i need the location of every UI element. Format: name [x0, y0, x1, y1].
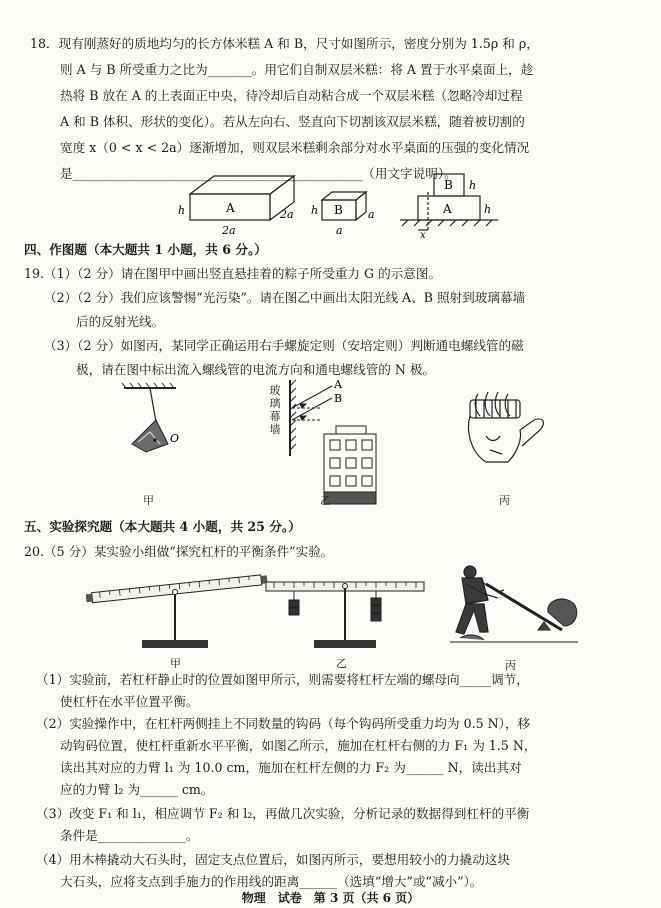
- q19-figure-jia-zongzi: [110, 382, 190, 462]
- stack-a-label: A: [443, 202, 452, 216]
- cake-a-h-label: h: [178, 204, 186, 217]
- page-footer: 物理 试卷 第 3 页（共 6 页）: [241, 891, 420, 905]
- cake-b-h-label: h: [311, 204, 319, 217]
- cake-b-label: B: [334, 203, 343, 217]
- q20-part1-line1: （1）实验前，若杠杆静止时的位置如图甲所示，则需要将杠杆左端的螺母向_____调节，: [36, 672, 529, 687]
- section-5-title: 五、实验探究题（本大题共 4 小题，共 25 分。）: [24, 519, 301, 534]
- q20-part2-line4: 应的力臂 l₂ 为______ cm。: [60, 782, 214, 797]
- q19-line5: 极，请在图中标出流入螺线管的电流方向和通电螺线管的 N 极。: [76, 362, 436, 377]
- q20-part4-line1: （4）用木棒撬动大石头时，固定支点位置后，如图丙所示，要想用较小的力撬动这块: [36, 852, 510, 867]
- cake-a-drawing: [190, 176, 294, 220]
- cake-b-a-bottom-label: a: [336, 224, 343, 237]
- q20-caption-jia: 甲: [170, 657, 181, 670]
- right-hooked-weights: [371, 591, 381, 621]
- q20-part3-line1: （3）改变 F₁ 和 l₁，相应调节 F₂ 和 l₂，再做几次实验，分析记录的数据得到杠杆的平衡: [36, 806, 530, 821]
- q19-figure-bing-solenoid-hand: [460, 390, 550, 476]
- stack-a-h-label: h: [484, 203, 492, 216]
- q18-line1: 18．现有刚蒸好的质地均匀的长方体米糕 A 和 B，尺寸如图所示，密度分别为 1.5ρ 和 ρ，: [30, 36, 539, 51]
- cake-b-drawing: [322, 192, 366, 220]
- q20-part4-line2: 大石头，应将支点到手施力的作用线的距离______（选填“增大”或“减小”）。: [60, 874, 483, 889]
- q20-part2-line2: 动钩码位置，使杠杆重新水平平衡，如图乙所示，施加在杠杆右侧的力 F₁ 为 1.5 N，: [60, 738, 537, 753]
- q18-line5: 宽度 x（0 < x < 2a）逐渐增加，则双层米糕剩余部分对水平桌面的压强的变化情况: [60, 140, 530, 155]
- glass-wall-char-1: 玻: [269, 384, 281, 397]
- q20-part2-line1: （2）实验操作中，在杠杆两侧挂上不同数量的钩码（每个钩码所受重力均为 0.5 N），移: [36, 716, 531, 731]
- q19-line2: （2）（2 分）我们应该警惕“光污染”。请在图乙中画出太阳光线 A、B 照射到玻璃幕墙: [44, 290, 526, 305]
- q20-caption-bing: 丙: [505, 659, 516, 672]
- glass-wall-char-3: 幕: [269, 410, 281, 423]
- cut-width-x-label: x: [420, 230, 426, 238]
- cake-a-2a-side-label: 2a: [280, 208, 294, 221]
- q18-line3: 热将 B 放在 A 的上表面正中央，待冷却后自动粘合成一个双层米糕（忽略冷却过程: [60, 88, 523, 103]
- q19-line1: 19.（1）（2 分）请在图甲中画出竖直悬挂着的粽子所受重力 G 的示意图。: [24, 266, 442, 281]
- q19-caption-yi: 乙: [320, 494, 331, 507]
- center-o-label: O: [170, 432, 180, 445]
- cake-b-a-side-label: a: [368, 208, 375, 221]
- q18-figure-rice-cakes: [170, 172, 520, 238]
- q19-caption-jia: 甲: [143, 494, 154, 507]
- section-4-title: 四、作图题（本大题共 1 小题，共 6 分。）: [24, 242, 267, 257]
- q20-figure-jia-lever: [80, 566, 270, 652]
- cake-a-label: A: [226, 201, 235, 215]
- glass-wall-label: [268, 384, 282, 436]
- q18-line4: A 和 B 体积、形状的变化）。若从左向右、竖直向下切割该双层米糕，随着被切割的: [60, 114, 525, 129]
- q20-figure-yi-lever-balanced: [260, 570, 430, 652]
- q19-line3: 后的反射光线。: [76, 314, 165, 329]
- cake-a-2a-bottom-label: 2a: [222, 224, 236, 237]
- glass-wall-char-4: 墙: [269, 423, 281, 436]
- ray-a-label: A: [334, 378, 342, 391]
- q20-caption-yi: 乙: [336, 657, 347, 670]
- stack-b-h-label: h: [469, 179, 477, 192]
- q19-caption-bing: 丙: [499, 494, 510, 507]
- q19-line4: （3）（2 分）如图丙，某同学正确运用右手螺旋定则（安培定则）判断通电螺线管的磁: [44, 338, 524, 353]
- stack-b-label: B: [444, 178, 453, 192]
- ray-b-label: B: [334, 392, 343, 405]
- q18-line6: 是______________________________________________（用文字说明）。: [60, 166, 457, 181]
- q20-part3-line2: 条件是______________。: [60, 828, 199, 843]
- q18-line2: 则 A 与 B 所受重力之比为_______。用它们自制双层米糕：将 A 置于水平桌面上，趁: [60, 62, 534, 77]
- q20-line1: 20.（5 分）某实验小组做“探究杠杆的平衡条件”实验。: [24, 544, 334, 559]
- q20-part2-line3: 读出其对应的力臂 l₁ 为 10.0 cm，施加在杠杆左侧的力 F₂ 为______ N，读出其对: [60, 760, 522, 775]
- q20-figure-bing-prying-stone: [440, 560, 580, 654]
- left-hooked-weights: [289, 591, 299, 615]
- q20-part1-line2: 使杠杆在水平位置平衡。: [60, 694, 199, 709]
- glass-wall-char-2: 璃: [269, 397, 281, 410]
